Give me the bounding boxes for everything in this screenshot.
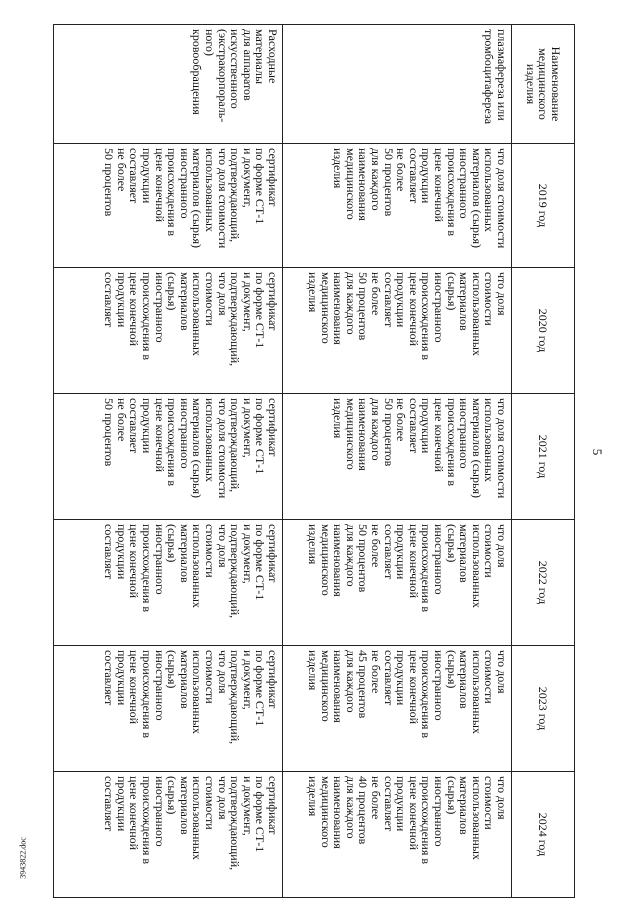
cell-line: стоимости: [482, 650, 497, 704]
cell-line: составляет: [102, 524, 117, 580]
cell-line: для каждого: [369, 398, 384, 461]
cell-line: продукции: [394, 776, 409, 832]
header-year: [512, 772, 575, 898]
cell-year-requirement: [283, 394, 512, 520]
cell-line: наименования: [356, 398, 371, 471]
cell-line: материалов: [457, 524, 472, 583]
cell-line: цене конечной: [406, 650, 421, 725]
cell-line: что доля стоимости: [215, 398, 230, 499]
header-year: [512, 520, 575, 646]
cell-line: что доля стоимости: [495, 398, 509, 499]
cell-line: материалы: [253, 29, 268, 85]
cell-line: использованных: [469, 524, 484, 608]
cell-line: медицинского: [343, 398, 358, 470]
cell-line: сертификат: [266, 148, 280, 207]
cell-year-requirement: [54, 144, 283, 268]
cell-line: материалов (сырья): [469, 398, 484, 498]
cell-year-requirement: [54, 394, 283, 520]
cell-line: 2022 год: [536, 560, 551, 605]
cell-line: 2020 год: [536, 308, 551, 353]
cell-line: и документ,: [240, 272, 255, 332]
cell-line: стоимости: [482, 776, 497, 830]
cell-line: материалов (сырья): [190, 398, 205, 498]
header-year: [512, 144, 575, 268]
cell-year-requirement: [283, 268, 512, 394]
cell-line: изделия: [306, 776, 321, 817]
cell-line: продукции: [394, 650, 409, 706]
cell-line: цене конечной: [127, 650, 142, 725]
cell-line: цене конечной: [432, 148, 447, 223]
header-product-name: [512, 25, 575, 144]
cell-line: иностранного: [177, 148, 192, 219]
cell-line: цене конечной: [406, 272, 421, 347]
cell-line: по форме СТ-1: [253, 272, 268, 349]
cell-line: 2023 год: [536, 686, 551, 731]
cell-line: материалов: [457, 776, 472, 835]
cell-line: подтверждающий,: [228, 524, 243, 619]
cell-line: использованных: [482, 398, 497, 482]
cell-line: изделия: [306, 524, 321, 565]
cell-line: материалов: [457, 650, 472, 709]
cell-line: происхождения в: [419, 272, 434, 361]
cell-line: что доля: [215, 272, 230, 316]
cell-line: использованных: [190, 272, 205, 356]
cell-line: медицинского: [536, 48, 551, 120]
cell-line: 50 процентов: [381, 148, 396, 217]
cell-line: подтверждающий,: [228, 272, 243, 367]
cell-line: материалов: [177, 650, 192, 709]
cell-line: материалов: [177, 776, 192, 835]
cell-line: использованных: [203, 398, 218, 482]
cell-line: наименования: [331, 776, 346, 849]
cell-line: происхождения в: [140, 524, 155, 613]
cell-line: продукции: [394, 524, 409, 580]
cell-line: (сырья): [444, 650, 459, 689]
cell-line: подтверждающий,: [228, 650, 243, 745]
cell-line: наименования: [331, 524, 346, 597]
cell-line: происхождения в: [140, 272, 155, 361]
cell-line: что доля: [495, 272, 509, 316]
header-year: [512, 646, 575, 772]
cell-line: цене конечной: [432, 398, 447, 473]
cell-line: использованных: [190, 650, 205, 734]
cell-line: не более: [369, 776, 384, 820]
cell-line: что доля стоимости: [215, 148, 230, 249]
cell-year-requirement: [283, 144, 512, 268]
cell-year-requirement: [283, 646, 512, 772]
cell-line: иностранного: [457, 398, 472, 469]
cell-line: медицинского: [318, 272, 333, 344]
cell-line: иностранного: [457, 148, 472, 219]
cell-line: цене конечной: [127, 776, 142, 851]
cell-line: подтверждающий,: [228, 776, 243, 871]
cell-line: продукции: [140, 398, 155, 454]
cell-line: (экстракорпораль-: [215, 29, 230, 123]
cell-line: наименования: [356, 148, 371, 221]
cell-line: Наименование: [548, 46, 563, 122]
cell-line: продукции: [114, 272, 129, 328]
cell-line: составляет: [127, 148, 142, 204]
cell-line: что доля: [215, 524, 230, 568]
cell-line: не более: [394, 398, 409, 442]
cell-line: медицинского: [318, 776, 333, 848]
cell-line: по форме СТ-1: [253, 650, 268, 727]
cell-line: кровообращения: [190, 29, 205, 115]
cell-line: составляет: [102, 272, 117, 328]
cell-line: и документ,: [240, 398, 255, 458]
cell-line: иностранного: [432, 524, 447, 595]
cell-line: происхождения в: [140, 776, 155, 865]
cell-line: по форме СТ-1: [253, 398, 268, 475]
cell-line: изделия: [331, 398, 346, 439]
cell-line: не более: [369, 650, 384, 694]
cell-line: не более: [369, 524, 384, 568]
cell-line: искусственного: [228, 29, 243, 109]
cell-product-name: [54, 25, 283, 144]
cell-line: что доля: [215, 776, 230, 820]
cell-line: происхождения в: [419, 776, 434, 865]
cell-line: цене конечной: [127, 272, 142, 347]
cell-line: происхождения в: [444, 398, 459, 487]
cell-line: по форме СТ-1: [253, 148, 268, 225]
table-row: [54, 25, 283, 898]
cell-year-requirement: [54, 646, 283, 772]
cell-line: материалов (сырья): [190, 148, 205, 248]
cell-line: цене конечной: [152, 398, 167, 473]
cell-line: и документ,: [240, 148, 255, 208]
cell-line: (сырья): [444, 272, 459, 311]
table-rotated-container: [54, 24, 575, 897]
cell-line: изделия: [306, 650, 321, 691]
cell-line: не более: [114, 148, 129, 192]
cell-line: материалов: [177, 272, 192, 331]
cell-year-requirement: [54, 520, 283, 646]
cell-line: не более: [114, 398, 129, 442]
cell-line: использованных: [469, 776, 484, 860]
cell-line: 50 процентов: [356, 272, 371, 341]
cell-line: 50 процентов: [356, 524, 371, 593]
cell-line: сертификат: [266, 524, 280, 583]
cell-line: медицинского: [343, 148, 358, 220]
cell-line: использованных: [203, 148, 218, 232]
cell-line: (сырья): [165, 524, 180, 563]
cell-line: 45 процентов: [356, 650, 371, 719]
cell-line: иностранного: [152, 272, 167, 343]
cell-line: составляет: [381, 272, 396, 328]
cell-line: стоимости: [203, 650, 218, 704]
cell-line: для каждого: [343, 650, 358, 713]
cell-line: медицинского: [318, 650, 333, 722]
cell-line: происхождения в: [140, 650, 155, 739]
cell-line: материалов (сырья): [469, 148, 484, 248]
cell-line: составляет: [102, 776, 117, 832]
cell-line: стоимости: [203, 776, 218, 830]
cell-line: иностранного: [152, 776, 167, 847]
cell-line: сертификат: [266, 776, 280, 835]
cell-line: не более: [394, 148, 409, 192]
cell-line: 40 процентов: [356, 776, 371, 845]
cell-line: что доля: [215, 650, 230, 694]
cell-line: стоимости: [203, 524, 218, 578]
cell-line: использованных: [469, 650, 484, 734]
cell-line: 2021 год: [536, 434, 551, 479]
cell-line: для каждого: [369, 148, 384, 211]
cell-line: стоимости: [203, 272, 218, 326]
cell-line: изделия: [331, 148, 346, 189]
cell-line: 50 процентов: [102, 148, 117, 217]
cell-year-requirement: [54, 772, 283, 898]
cell-line: цене конечной: [152, 148, 167, 223]
cell-line: составляет: [381, 776, 396, 832]
cell-line: для каждого: [343, 776, 358, 839]
cell-line: составляет: [381, 524, 396, 580]
cell-line: (сырья): [165, 776, 180, 815]
cell-line: для аппаратов: [240, 29, 255, 101]
cell-line: и документ,: [240, 776, 255, 836]
cell-line: составляет: [406, 398, 421, 454]
cell-line: 2024 год: [536, 812, 551, 857]
cell-line: по форме СТ-1: [253, 776, 268, 853]
cell-line: продукции: [419, 398, 434, 454]
cell-line: подтверждающий,: [228, 398, 243, 493]
cell-line: иностранного: [432, 776, 447, 847]
cell-line: материалов: [457, 272, 472, 331]
cell-line: подтверждающий,: [228, 148, 243, 243]
cell-line: составляет: [406, 148, 421, 204]
cell-line: продукции: [394, 272, 409, 328]
cell-line: тромбоцитафереза: [482, 29, 497, 125]
cell-line: изделия: [306, 272, 321, 313]
cell-line: наименования: [331, 650, 346, 723]
cell-line: (сырья): [165, 650, 180, 689]
cell-line: сертификат: [266, 650, 280, 709]
cell-line: составляет: [127, 398, 142, 454]
header-year: [512, 394, 575, 520]
cell-line: иностранного: [177, 398, 192, 469]
cell-line: происхождения в: [444, 148, 459, 237]
cell-line: использованных: [190, 776, 205, 860]
cell-line: сертификат: [266, 272, 280, 331]
table-header-row: [512, 25, 575, 898]
cell-line: что доля: [495, 650, 509, 694]
cell-line: медицинского: [318, 524, 333, 596]
cell-line: 50 процентов: [102, 398, 117, 467]
cell-year-requirement: [283, 772, 512, 898]
cell-line: иностранного: [152, 524, 167, 595]
cell-line: стоимости: [482, 272, 497, 326]
cell-line: цене конечной: [406, 776, 421, 851]
cell-line: происхождения в: [165, 148, 180, 237]
cell-line: происхождения в: [419, 650, 434, 739]
cell-line: 50 процентов: [381, 398, 396, 467]
cell-line: иностранного: [432, 272, 447, 343]
cell-line: и документ,: [240, 650, 255, 710]
header-year: [512, 268, 575, 394]
cell-line: использованных: [482, 148, 497, 232]
cell-line: использованных: [469, 272, 484, 356]
footer-document-code: 3943822.doc: [18, 837, 28, 879]
cell-line: цене конечной: [127, 524, 142, 599]
cell-line: ного): [203, 29, 218, 57]
cell-line: иностранного: [152, 650, 167, 721]
cell-line: продукции: [114, 650, 129, 706]
cell-line: (сырья): [444, 524, 459, 563]
cell-line: сертификат: [266, 398, 280, 457]
cell-line: иностранного: [432, 650, 447, 721]
cell-line: стоимости: [482, 524, 497, 578]
cell-product-name: [283, 25, 512, 144]
cell-year-requirement: [283, 520, 512, 646]
cell-line: составляет: [102, 650, 117, 706]
cell-line: составляет: [381, 650, 396, 706]
cell-line: что доля: [495, 524, 509, 568]
cell-line: и документ,: [240, 524, 255, 584]
cell-line: плазмафереза или: [495, 29, 509, 121]
cell-line: продукции: [140, 148, 155, 204]
cell-line: использованных: [190, 524, 205, 608]
cell-line: наименования: [331, 272, 346, 345]
cell-line: 2019 год: [536, 183, 551, 228]
cell-line: (сырья): [444, 776, 459, 815]
cell-line: не более: [369, 272, 384, 316]
page-number: 5: [590, 448, 605, 456]
cell-line: материалов: [177, 524, 192, 583]
products-table: [53, 24, 575, 898]
cell-line: продукции: [114, 524, 129, 580]
cell-line: Расходные: [266, 29, 280, 84]
cell-line: по форме СТ-1: [253, 524, 268, 601]
cell-line: изделия: [523, 63, 538, 105]
cell-line: что доля: [495, 776, 509, 820]
cell-line: для каждого: [343, 524, 358, 587]
table-row: [283, 25, 512, 898]
cell-line: происхождения в: [419, 524, 434, 613]
cell-line: происхождения в: [165, 398, 180, 487]
cell-line: цене конечной: [406, 524, 421, 599]
cell-year-requirement: [54, 268, 283, 394]
cell-line: продукции: [419, 148, 434, 204]
cell-line: для каждого: [343, 272, 358, 335]
cell-line: что доля стоимости: [495, 148, 509, 249]
cell-line: (сырья): [165, 272, 180, 311]
cell-line: продукции: [114, 776, 129, 832]
